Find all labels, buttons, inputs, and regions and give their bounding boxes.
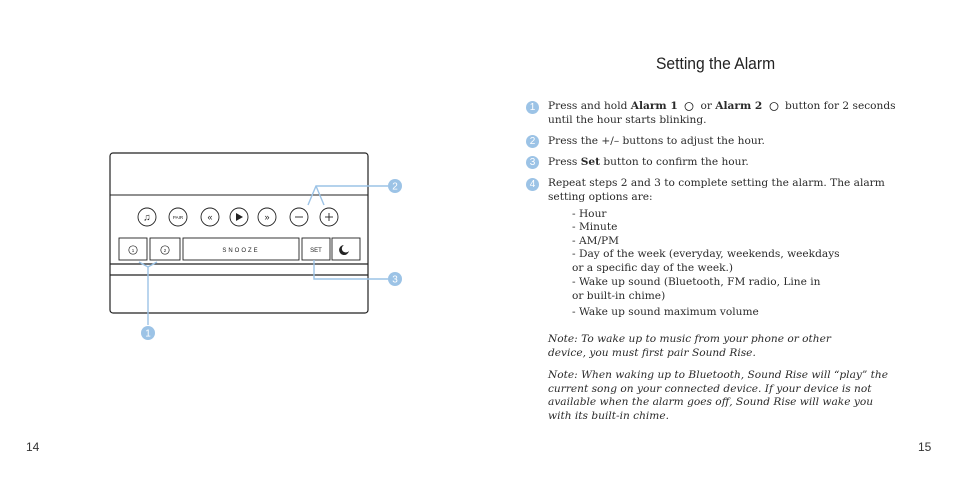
option-ampm: - AM/PM [572, 235, 619, 247]
alarm2-icon [769, 101, 779, 111]
option-hour: - Hour [572, 208, 607, 220]
forward-icon: » [264, 212, 270, 222]
step-4-text: Repeat steps 2 and 3 to complete setting the alarm. The alarm setting options are: [548, 177, 885, 203]
step-2-text: Press the +/– buttons to adjust the hour. [548, 135, 765, 147]
pair-label: PAIR [172, 215, 184, 220]
rewind-icon: « [207, 212, 213, 222]
page-title: Setting the Alarm [656, 54, 776, 73]
svg-text:3: 3 [392, 274, 398, 286]
alarm1-icon [684, 101, 694, 111]
music-icon: ♫ [143, 212, 151, 224]
device-diagram [100, 145, 410, 345]
note-pair: Note: To wake up to music from your phone or other device, you must first pair Sound Rise. [548, 333, 831, 359]
step-4-number: 4 [526, 178, 539, 191]
option-minute: - Minute [572, 221, 618, 233]
step-1-text: Press and hold Alarm 1 or Alarm 2 button for 2 seconds until the hour starts blinking. [548, 100, 896, 126]
option-sound: - Wake up sound (Bluetooth, FM radio, Line in or built-in chime) [572, 276, 821, 302]
set-label: SET [310, 248, 322, 254]
step-1-number: 1 [526, 101, 539, 114]
option-volume: - Wake up sound maximum volume [572, 306, 759, 318]
step-3-number: 3 [526, 156, 539, 169]
step-2-number: 2 [526, 135, 539, 148]
option-day: - Day of the week (everyday, weekends, weekdays or a specific day of the week.) [572, 248, 840, 274]
page-number-right: 15 [918, 440, 932, 454]
step-3-text: Press Set button to confirm the hour. [548, 156, 749, 168]
note-bluetooth: Note: When waking up to Bluetooth, Sound Rise will “play” the current song on your connected device. If your device is not available when the alarm goes off, Sound Rise will wake you with its built-in chime. [548, 369, 888, 422]
svg-text:1: 1 [131, 248, 135, 253]
snooze-label: SNOOZE [222, 248, 260, 254]
page-number-left: 14 [26, 440, 40, 454]
svg-text:2: 2 [163, 248, 167, 253]
svg-text:1: 1 [145, 328, 151, 340]
sleep-button [332, 238, 360, 260]
svg-text:2: 2 [392, 181, 398, 193]
